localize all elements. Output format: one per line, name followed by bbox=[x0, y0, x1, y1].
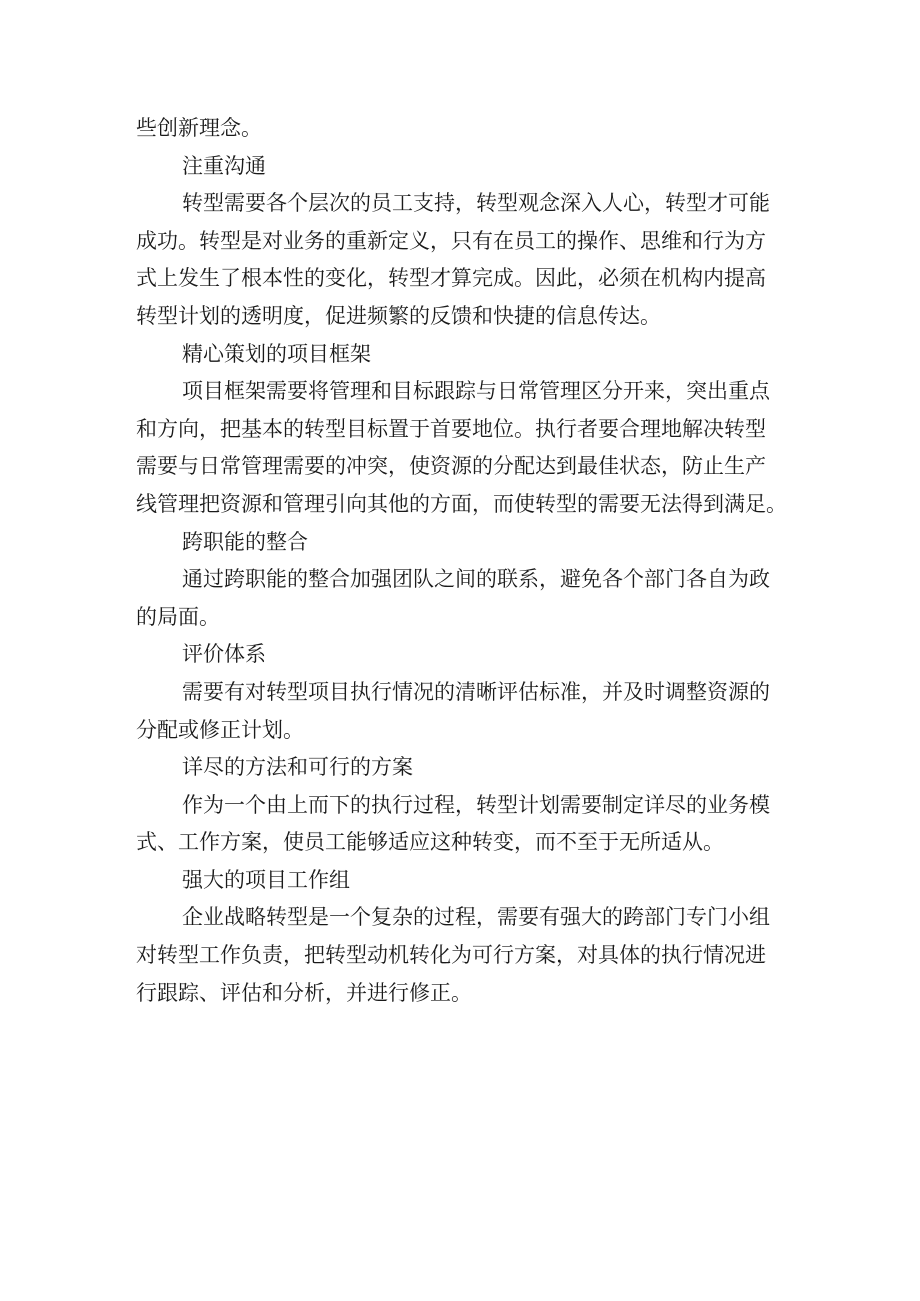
text-line: 需要有对转型项目执行情况的清晰评估标准，并及时调整资源的 bbox=[182, 679, 770, 704]
text-line: 式上发生了根本性的变化，转型才算完成。因此，必须在机构内提高 bbox=[136, 266, 766, 291]
text-line: 成功。转型是对业务的重新定义，只有在员工的操作、思维和行为方 bbox=[136, 228, 766, 253]
section-heading-communication: 注重沟通 bbox=[182, 153, 266, 178]
text-line: 企业战略转型是一个复杂的过程，需要有强大的跨部门专门小组 bbox=[182, 905, 770, 930]
text-line: 对转型工作负责，把转型动机转化为可行方案，对具体的执行情况进 bbox=[136, 943, 766, 968]
text-line: 转型需要各个层次的员工支持，转型观念深入人心，转型才可能 bbox=[182, 191, 770, 216]
section-heading-cross-functional: 跨职能的整合 bbox=[182, 529, 308, 554]
section-heading-project-framework: 精心策划的项目框架 bbox=[182, 341, 371, 366]
text-line: 分配或修正计划。 bbox=[136, 717, 304, 742]
text-line: 需要与日常管理需要的冲突，使资源的分配达到最佳状态，防止生产 bbox=[136, 454, 766, 479]
text-line: 通过跨职能的整合加强团队之间的联系，避免各个部门各自为政 bbox=[182, 567, 770, 592]
section-heading-evaluation: 评价体系 bbox=[182, 642, 266, 667]
text-line: 式、工作方案，使员工能够适应这种转变，而不至于无所适从。 bbox=[136, 830, 724, 855]
section-heading-task-force: 强大的项目工作组 bbox=[182, 867, 350, 892]
section-heading-methods: 详尽的方法和可行的方案 bbox=[182, 755, 413, 780]
text-line: 的局面。 bbox=[136, 604, 220, 629]
text-line: 线管理把资源和管理引向其他的方面，而使转型的需要无法得到满足。 bbox=[136, 491, 787, 516]
text-line: 项目框架需要将管理和目标跟踪与日常管理区分开来，突出重点 bbox=[182, 379, 770, 404]
text-line: 和方向，把基本的转型目标置于首要地位。执行者要合理地解决转型 bbox=[136, 416, 766, 441]
text-line: 行跟踪、评估和分析，并进行修正。 bbox=[136, 980, 472, 1005]
text-line: 作为一个由上而下的执行过程，转型计划需要制定详尽的业务模 bbox=[182, 792, 770, 817]
body-text bbox=[136, 110, 796, 1012]
text-line: 些创新理念。 bbox=[136, 116, 262, 140]
text-line: 转型计划的透明度，促进频繁的反馈和快捷的信息传达。 bbox=[136, 303, 661, 328]
